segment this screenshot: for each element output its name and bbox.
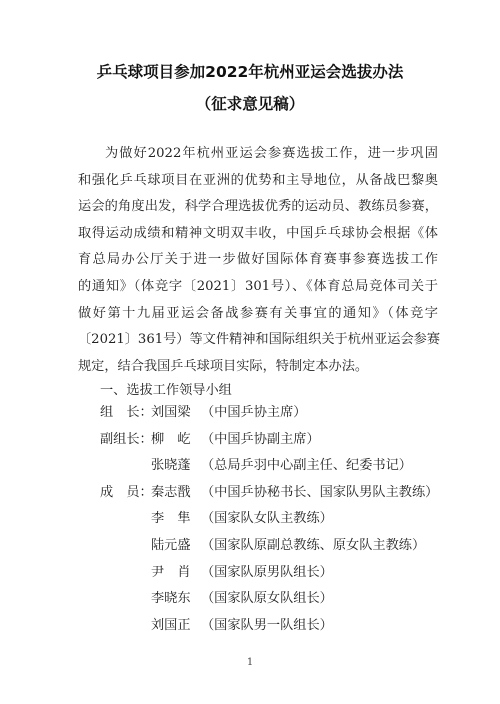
member-row [100, 427, 460, 454]
member-row [100, 400, 460, 427]
member-name: 刘国正 [151, 617, 191, 633]
intro-line: 和强化乒乓球项目在亚洲的优势和主导地位，从备战巴黎奥 [78, 172, 438, 188]
member-name: 秦志戬 [151, 484, 191, 500]
member-duty: （国家队女队主教练） [201, 511, 333, 527]
member-duty: （国家队男一队组长） [201, 617, 333, 633]
member-name: 李 隼 [151, 511, 191, 527]
member-duty: （国家队原男队组长） [201, 564, 333, 580]
member-name: 张晓蓬 [151, 458, 191, 474]
section-heading: 一、选拔工作领导小组 [100, 383, 232, 398]
page-number: 1 [246, 657, 254, 668]
member-duty: （国家队原女队组长） [201, 591, 333, 607]
intro-line: 育总局办公厅关于进一步做好国际体育赛事参赛选拔工作 [78, 252, 438, 268]
member-row [100, 533, 460, 560]
member-duty: （国家队原副总教练、原女队主教练） [201, 537, 426, 553]
member-duty: （总局乒羽中心副主任、纪委书记） [201, 458, 412, 474]
intro-line: 做好第十九届亚运会备战参赛有关事宜的通知》（体竞字 [78, 305, 438, 321]
intro-paragraph [78, 141, 441, 380]
intro-line: 〔2021〕361号）等文件精神和国际组织关于杭州亚运会参赛 [78, 332, 441, 348]
intro-line: 的通知》（体竞字〔2021〕301号）、《体育总局竞体司关于 [78, 278, 438, 294]
member-row [100, 613, 460, 640]
member-role: 组 长： [100, 405, 153, 420]
member-name: 陆元盛 [151, 537, 191, 553]
intro-line: 取得运动成绩和精神文明双丰收，中国乒乓球协会根据《体 [78, 225, 438, 241]
document-title: 乒乓球项目参加2022年杭州亚运会选拔办法 [96, 63, 404, 81]
member-role: 成 员： [100, 484, 153, 500]
member-duty: （中国乒协秘书长、国家队男队主教练） [201, 484, 439, 500]
member-list [100, 400, 460, 639]
intro-line: 为做好2022年杭州亚运会参赛选拔工作，进一步巩固 [105, 146, 438, 161]
intro-line: 规定，结合我国乒乓球项目实际，特制定本办法。 [78, 358, 369, 374]
member-name: 柳 屹 [151, 431, 191, 447]
member-row [100, 560, 460, 587]
member-name: 刘国梁 [151, 405, 191, 420]
member-duty: （中国乒协副主席） [201, 431, 320, 447]
document-subtitle: （征求意见稿） [195, 95, 305, 113]
member-name: 尹 肖 [151, 564, 191, 580]
member-row [100, 506, 460, 533]
member-row [100, 586, 460, 613]
member-row [100, 480, 460, 507]
member-row [100, 453, 460, 480]
intro-line: 运会的角度出发，科学合理选拔优秀的运动员、教练员参赛， [78, 199, 438, 215]
member-duty: （中国乒协主席） [201, 405, 307, 420]
member-role: 副组长： [100, 431, 153, 447]
member-name: 李晓东 [151, 591, 191, 607]
